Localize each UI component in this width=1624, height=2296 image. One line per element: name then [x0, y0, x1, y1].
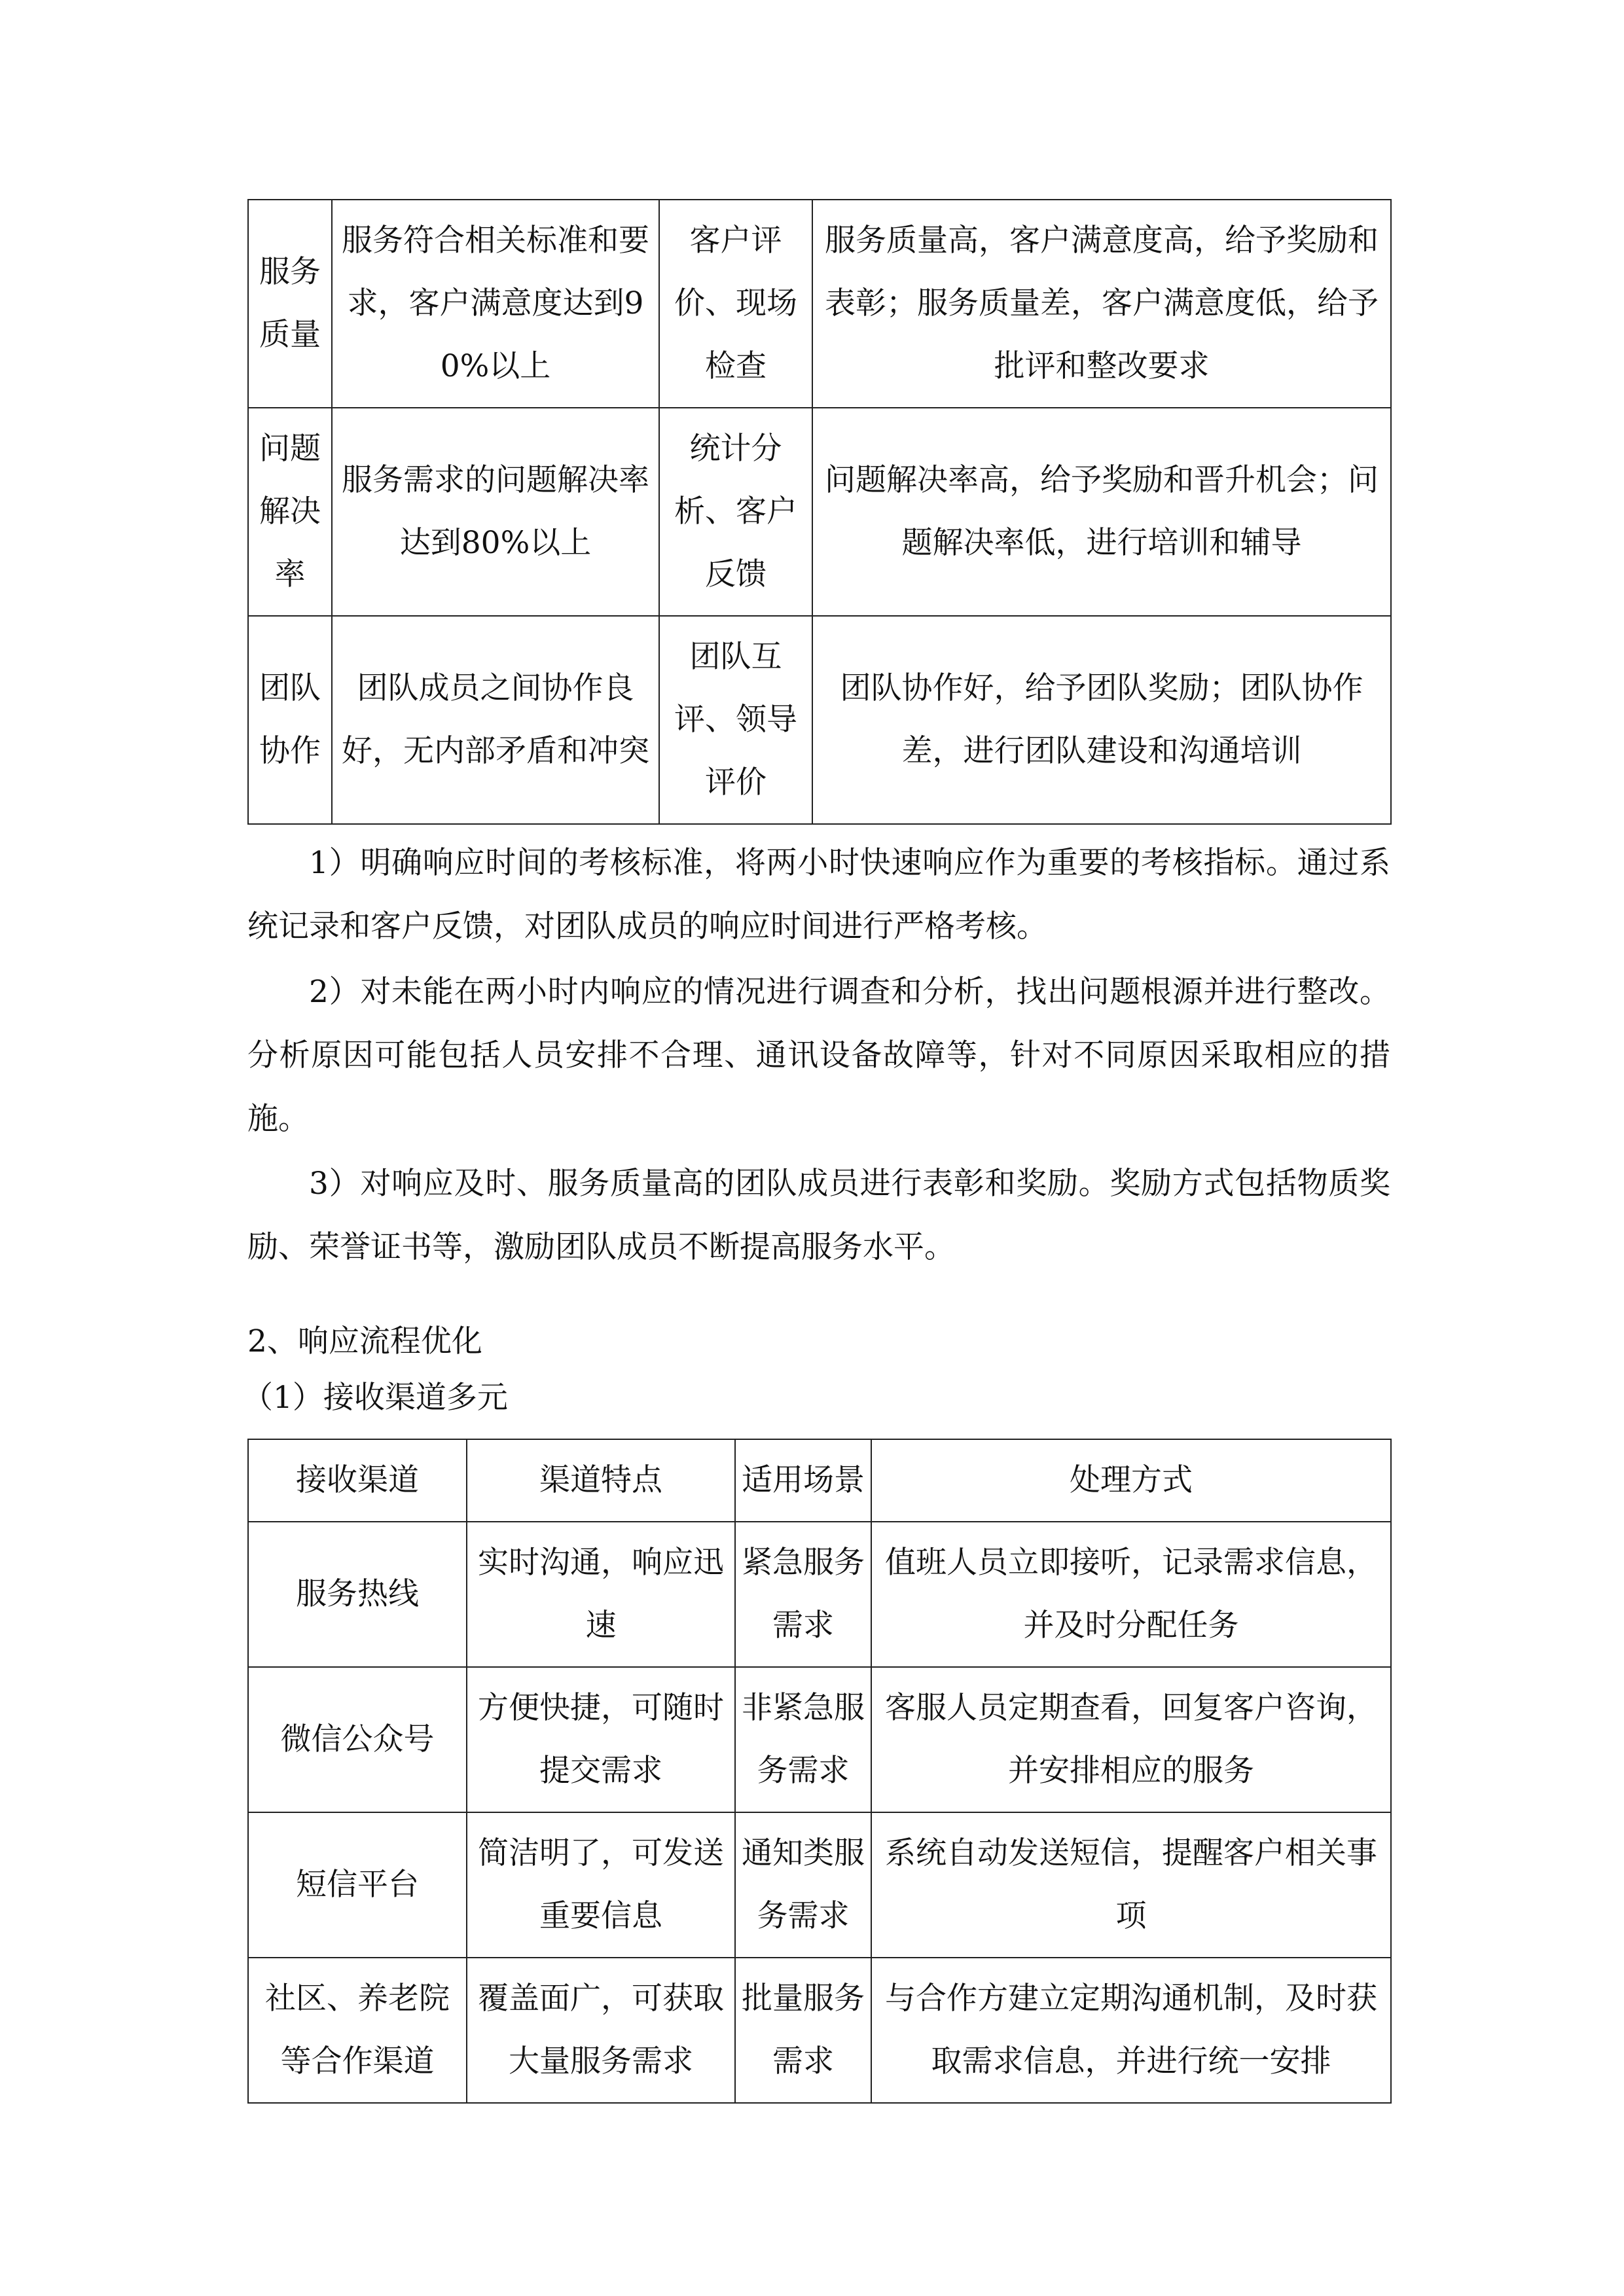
handling-cell: 客服人员定期查看，回复客户咨询，并安排相应的服务	[871, 1667, 1391, 1812]
channel-cell: 社区、养老院等合作渠道	[248, 1958, 467, 2103]
scenario-cell: 紧急服务需求	[735, 1522, 871, 1667]
measure-cell: 服务质量高，客户满意度高，给予奖励和表彰；服务质量差，客户满意度低，给予批评和整改要求	[812, 200, 1391, 408]
feature-cell: 覆盖面广，可获取大量服务需求	[467, 1958, 735, 2103]
table-row	[248, 1667, 1391, 1812]
scenario-cell: 批量服务需求	[735, 1958, 871, 2103]
column-header: 处理方式	[871, 1439, 1391, 1522]
channel-cell: 服务热线	[248, 1522, 467, 1667]
handling-cell: 与合作方建立定期沟通机制，及时获取需求信息，并进行统一安排	[871, 1958, 1391, 2103]
channel-cell: 微信公众号	[248, 1667, 467, 1812]
feature-cell: 简洁明了，可发送重要信息	[467, 1812, 735, 1958]
table-header-row	[248, 1439, 1391, 1522]
table-row	[248, 1522, 1391, 1667]
indicator-cell: 问题解决率	[248, 408, 332, 616]
table-row	[248, 408, 1391, 616]
evaluation-table	[247, 199, 1392, 825]
channel-cell: 短信平台	[248, 1812, 467, 1958]
table-row	[248, 616, 1391, 824]
feature-cell: 实时沟通，响应迅速	[467, 1522, 735, 1667]
column-header: 接收渠道	[248, 1439, 467, 1522]
table-row	[248, 1958, 1391, 2103]
paragraph: 3）对响应及时、服务质量高的团队成员进行表彰和奖励。奖励方式包括物质奖励、荣誉证书等，激励团队成员不断提高服务水平。	[247, 1166, 1390, 1265]
scenario-cell: 非紧急服务需求	[735, 1667, 871, 1812]
scenario-cell: 通知类服务需求	[735, 1812, 871, 1958]
method-cell: 统计分析、客户反馈	[659, 408, 812, 616]
channel-table	[247, 1439, 1392, 2104]
table-row	[248, 200, 1391, 408]
handling-cell: 系统自动发送短信，提醒客户相关事项	[871, 1812, 1391, 1958]
handling-cell: 值班人员立即接听，记录需求信息，并及时分配任务	[871, 1522, 1391, 1667]
column-header: 适用场景	[735, 1439, 871, 1522]
standard-cell: 服务需求的问题解决率达到80%以上	[332, 408, 659, 616]
indicator-cell: 服务质量	[248, 200, 332, 408]
paragraph: 2）对未能在两小时内响应的情况进行调查和分析，找出问题根源并进行整改。分析原因可能包括人员安排不合理、通讯设备故障等，针对不同原因采取相应的措施。	[247, 974, 1390, 1137]
standard-cell: 团队成员之间协作良好，无内部矛盾和冲突	[332, 616, 659, 824]
method-cell: 客户评价、现场检查	[659, 200, 812, 408]
measure-cell: 问题解决率高，给予奖励和晋升机会；问题解决率低，进行培训和辅导	[812, 408, 1391, 616]
column-header: 渠道特点	[467, 1439, 735, 1522]
section-heading: 2、响应流程优化	[247, 1323, 482, 1359]
standard-cell: 服务符合相关标准和要求，客户满意度达到90%以上	[332, 200, 659, 408]
measure-cell: 团队协作好，给予团队奖励；团队协作差，进行团队建设和沟通培训	[812, 616, 1391, 824]
indicator-cell: 团队协作	[248, 616, 332, 824]
table-row	[248, 1812, 1391, 1958]
subsection-heading: （1）接收渠道多元	[242, 1380, 508, 1416]
paragraph: 1）明确响应时间的考核标准，将两小时快速响应作为重要的考核指标。通过系统记录和客户反馈，对团队成员的响应时间进行严格考核。	[247, 845, 1390, 944]
feature-cell: 方便快捷，可随时提交需求	[467, 1667, 735, 1812]
method-cell: 团队互评、领导评价	[659, 616, 812, 824]
